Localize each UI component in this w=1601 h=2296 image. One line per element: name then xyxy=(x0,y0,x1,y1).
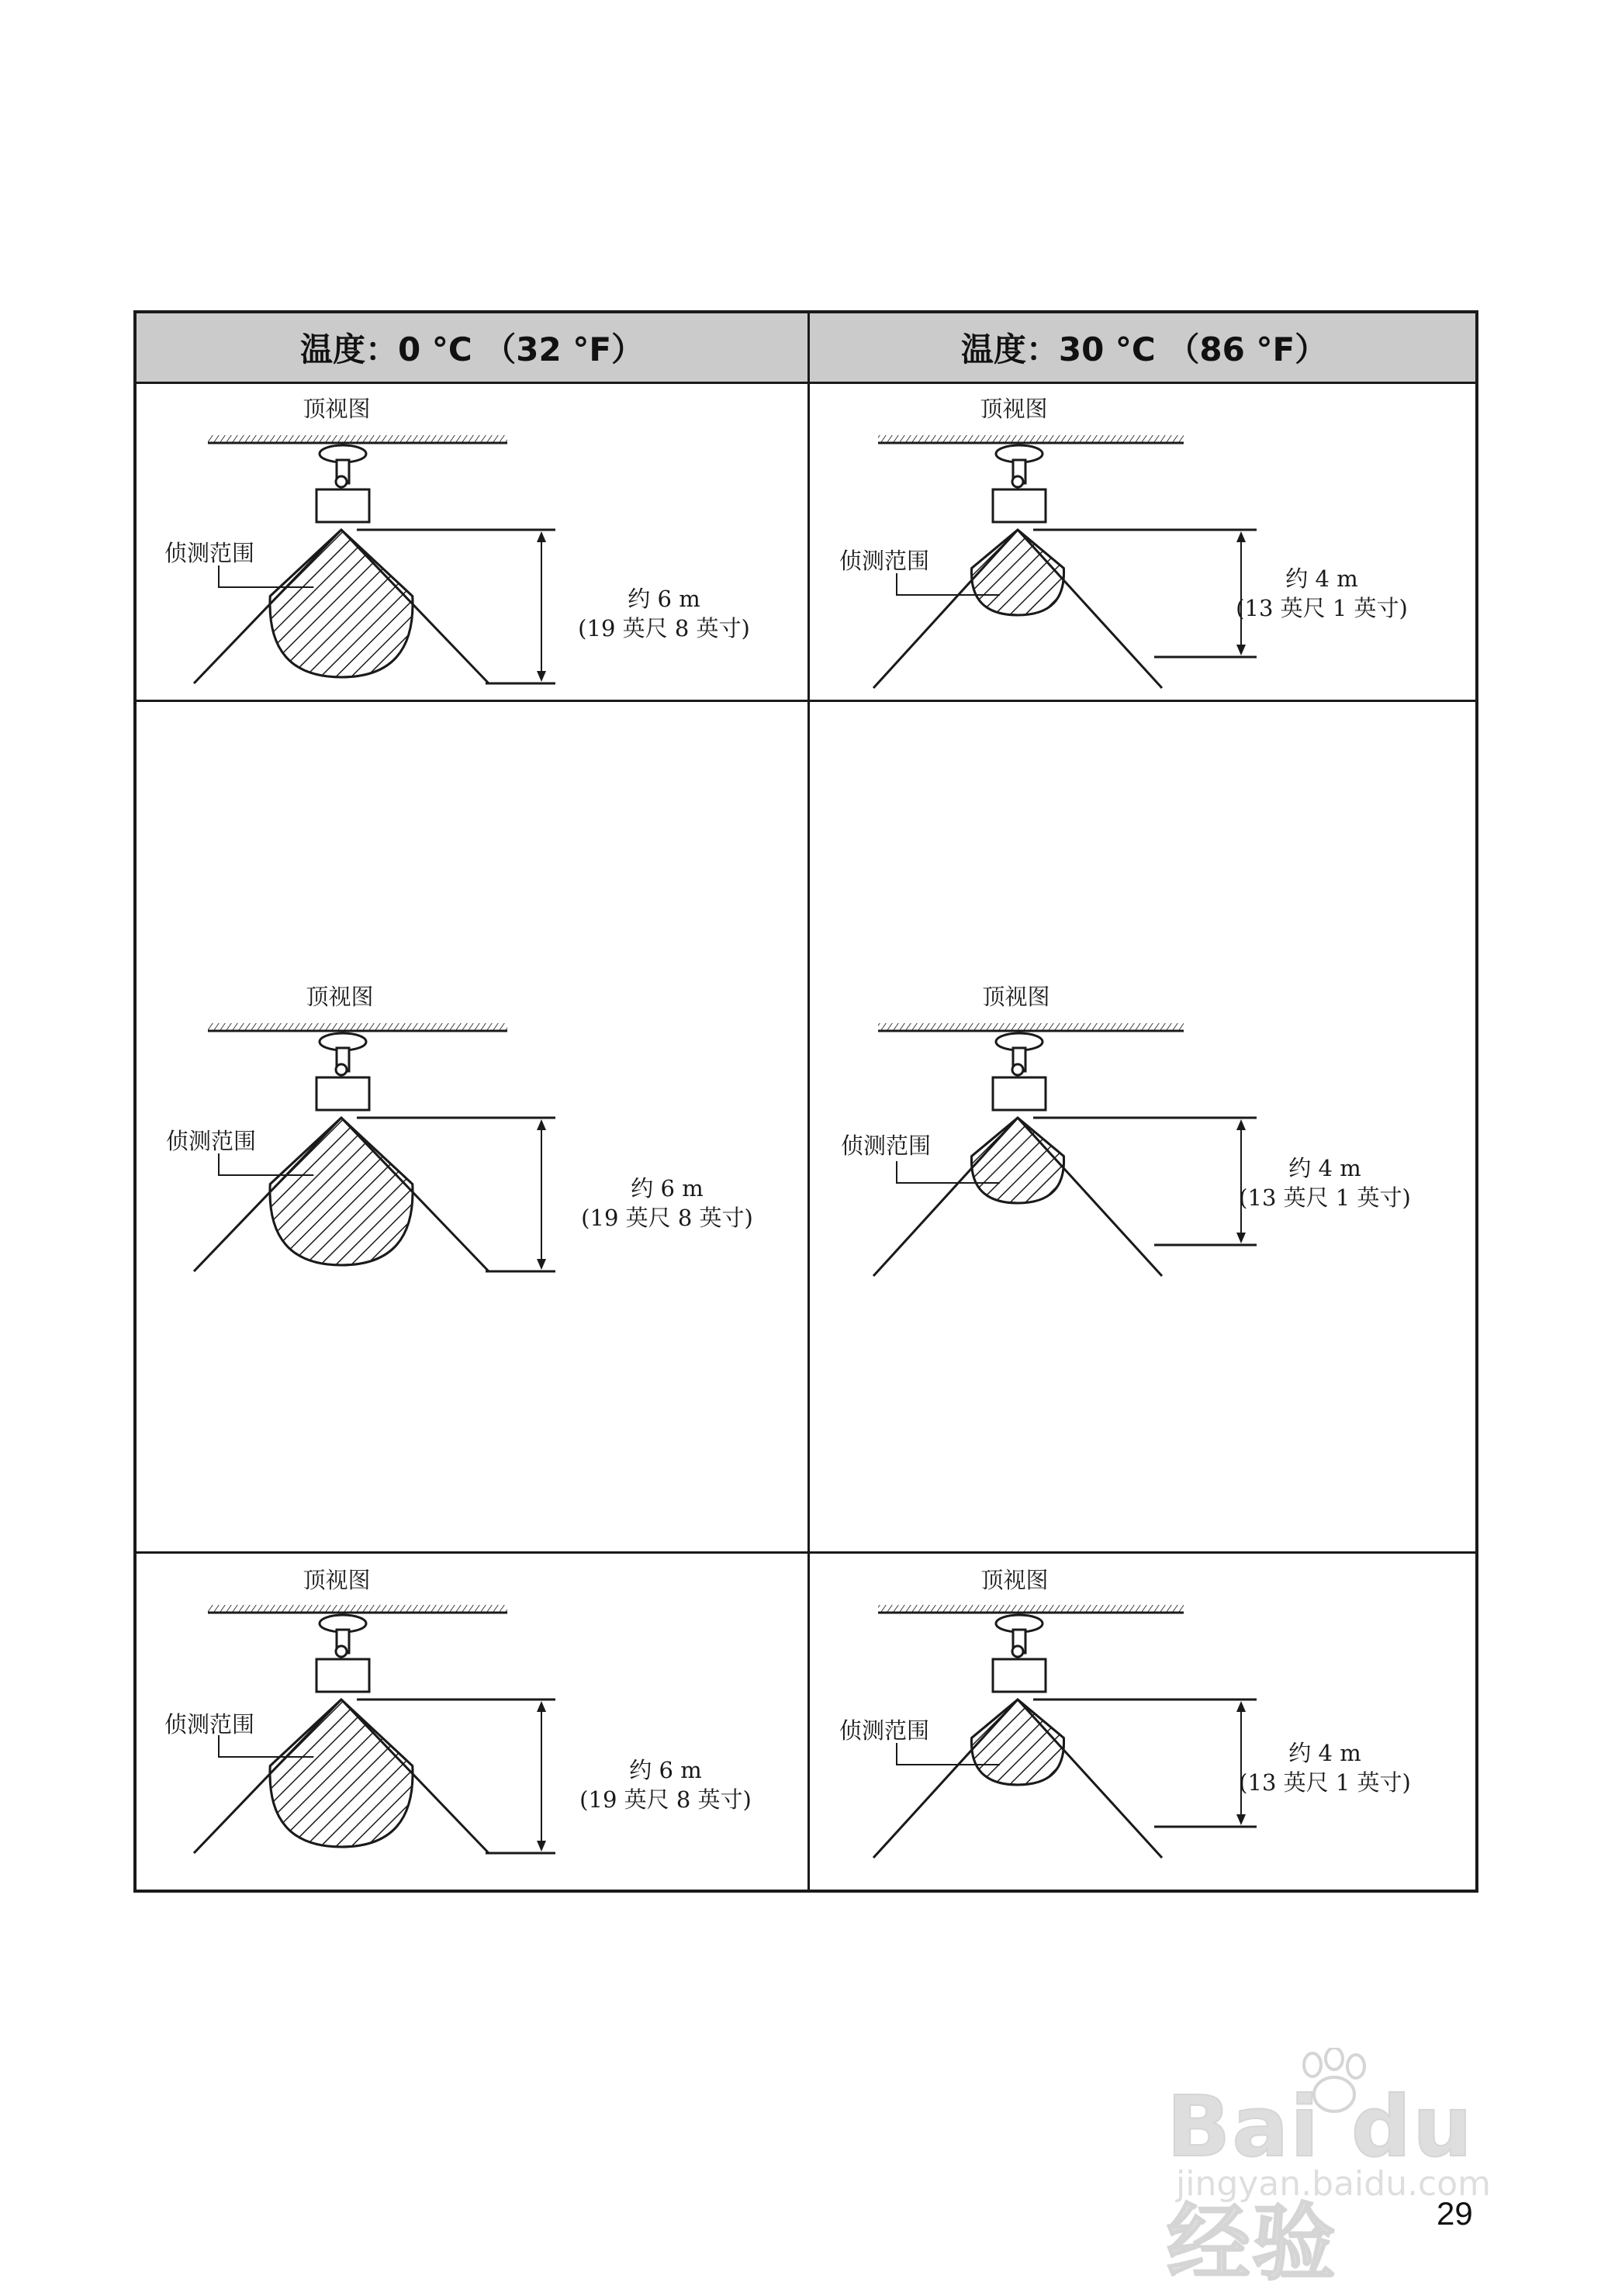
distance-value: 约 4 m xyxy=(1288,1155,1361,1181)
dimension-arrow-head-top xyxy=(537,1119,546,1130)
sensor-body xyxy=(993,1077,1046,1110)
distance-value: 约 6 m xyxy=(628,586,700,612)
distance-value: 约 4 m xyxy=(1288,1740,1361,1766)
sensor-body xyxy=(993,1659,1046,1692)
top-view-label: 顶视图 xyxy=(982,984,1050,1010)
dimension-arrow-head-bottom xyxy=(1236,1233,1246,1243)
sensor-diagram xyxy=(810,972,1477,1360)
detection-range-label: 侦测范围 xyxy=(839,548,930,574)
detection-area xyxy=(971,1700,1063,1785)
distance-value: 约 4 m xyxy=(1285,565,1358,592)
detection-area xyxy=(971,1118,1063,1203)
distance-value: 约 6 m xyxy=(631,1175,704,1202)
sensor-body xyxy=(316,1659,369,1692)
page-number: 29 xyxy=(1437,2195,1473,2232)
dimension-arrow-head-top xyxy=(1236,1119,1246,1130)
detection-range-label: 侦测范围 xyxy=(839,1717,930,1744)
dimension-arrow-head-top xyxy=(537,1701,546,1712)
detection-area xyxy=(270,530,413,677)
distance-value: 约 6 m xyxy=(629,1757,702,1783)
sensor-diagram xyxy=(137,972,804,1360)
distance-imperial: (13 英尺 1 英寸) xyxy=(1236,595,1408,621)
header-temp-0c: 温度：0 °C （32 °F） xyxy=(299,330,645,368)
watermark-logo: Bai du 经验 xyxy=(1167,2079,1475,2292)
header-temp-30c: 温度：30 °C （86 °F） xyxy=(960,330,1328,368)
top-view-label: 顶视图 xyxy=(303,1567,371,1593)
sensor-diagram xyxy=(137,1554,804,1942)
table-header-row xyxy=(137,313,1475,382)
detection-range-table xyxy=(133,310,1478,1893)
dimension-arrow-head-bottom xyxy=(1236,1814,1246,1825)
mount-joint xyxy=(1012,1064,1023,1075)
detection-range-label: 侦测范围 xyxy=(166,1128,257,1154)
top-view-label: 顶视图 xyxy=(980,396,1048,422)
sensor-body xyxy=(316,1077,369,1110)
detection-area xyxy=(270,1700,413,1847)
distance-imperial: (13 英尺 1 英寸) xyxy=(1239,1184,1411,1211)
mount-joint xyxy=(336,1646,347,1657)
mount-joint xyxy=(1012,476,1023,487)
mount-joint xyxy=(1012,1646,1023,1657)
sensor-body xyxy=(993,489,1046,522)
detection-area xyxy=(270,1118,413,1265)
dimension-arrow-head-bottom xyxy=(1236,645,1246,655)
sensor-diagram xyxy=(810,1554,1477,1942)
dimension-arrow-head-bottom xyxy=(537,671,546,682)
detection-range-label: 侦测范围 xyxy=(164,540,255,566)
distance-imperial: (19 英尺 8 英寸) xyxy=(578,615,750,641)
detection-range-label: 侦测范围 xyxy=(164,1711,255,1738)
distance-imperial: (19 英尺 8 英寸) xyxy=(579,1786,752,1813)
distance-imperial: (13 英尺 1 英寸) xyxy=(1239,1769,1411,1796)
dimension-arrow-head-top xyxy=(1236,531,1246,542)
dimension-arrow-head-top xyxy=(537,531,546,542)
watermark-url: jingyan.baidu.com xyxy=(1176,2164,1492,2204)
sensor-diagram xyxy=(810,384,1477,772)
dimension-arrow-head-bottom xyxy=(537,1259,546,1270)
top-view-label: 顶视图 xyxy=(980,1567,1049,1593)
dimension-arrow-head-top xyxy=(1236,1701,1246,1712)
top-view-label: 顶视图 xyxy=(303,396,371,422)
sensor-body xyxy=(316,489,369,522)
mount-joint xyxy=(336,476,347,487)
detection-area xyxy=(971,530,1063,615)
detection-range-label: 侦测范围 xyxy=(841,1132,932,1159)
top-view-label: 顶视图 xyxy=(306,984,374,1010)
mount-joint xyxy=(336,1064,347,1075)
dimension-arrow-head-bottom xyxy=(537,1841,546,1852)
distance-imperial: (19 英尺 8 英寸) xyxy=(581,1205,753,1231)
sensor-diagram xyxy=(137,384,804,772)
